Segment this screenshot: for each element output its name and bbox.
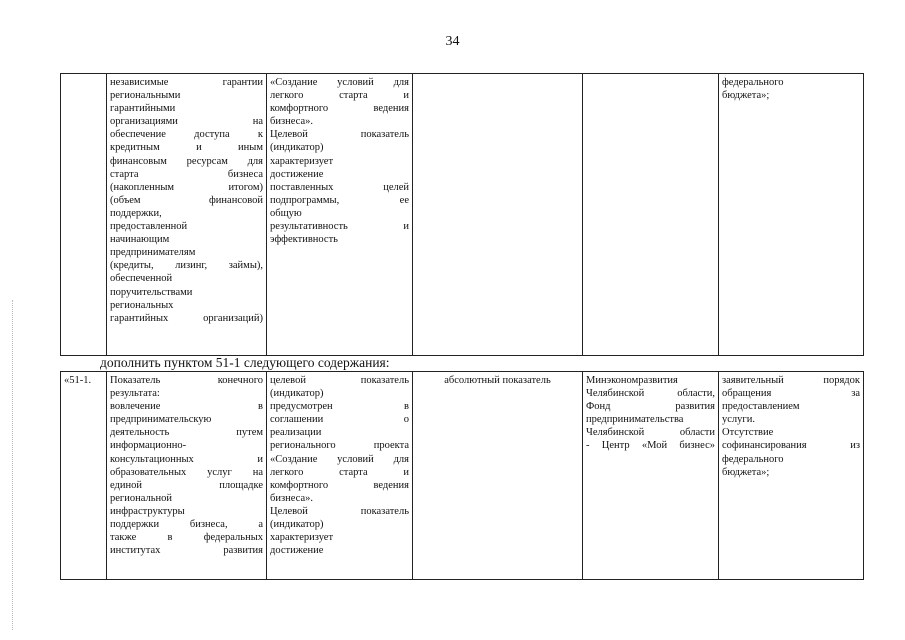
cell-text-line: деятельность путем (110, 427, 263, 439)
cell-text-line: (накопленным итогом) (110, 181, 263, 193)
margin-marks (12, 300, 15, 630)
cell-text-line: (индикатор) (270, 388, 324, 400)
cell-text-line: Показатель конечного (110, 375, 263, 386)
cell-text-line: обеспеченной (110, 273, 173, 285)
cell-text-line: предпринимателям (110, 247, 196, 259)
cell-indicator-name (107, 74, 267, 356)
cell-text-line: организациями на (110, 116, 263, 128)
cell-text-line: начинающим (110, 234, 170, 246)
cell-method (719, 74, 864, 356)
cell-method (719, 372, 864, 580)
cell-text-line: результата: (110, 388, 160, 400)
table-item-51-1 (60, 371, 864, 580)
cell-text-line: региональных (110, 299, 174, 311)
cell-text-line: поддержки бизнеса, а (110, 519, 263, 531)
cell-text-line: реализации (270, 427, 322, 439)
cell-text-line: институтах развития (110, 545, 263, 557)
cell-text-line: «Создание условий для (270, 453, 409, 465)
cell-text-line: характеризует (270, 532, 334, 544)
page-number: 34 (445, 34, 460, 49)
cell-text-line: (индикатор) (270, 142, 324, 154)
cell-text-line: Целевой показатель (270, 505, 409, 517)
cell-text-line: гарантийными (110, 103, 176, 115)
cell-text-line: заявительный порядок (722, 375, 860, 386)
cell-indicator-description (267, 74, 413, 356)
cell-text-line: обеспечение доступа к (110, 129, 263, 141)
cell-text-line: бизнеса». (270, 116, 313, 128)
cell-text-line: соглашении о (270, 414, 409, 426)
cell-text-line: бюджета»; (722, 466, 770, 478)
cell-text-line: предпринимательскую (110, 414, 212, 426)
cell-text-line: консультационных и (110, 453, 263, 465)
cell-indicator-name (107, 372, 267, 580)
cell-text-line: Фонд развития (586, 401, 715, 413)
cell-text-line: информационно- (110, 440, 187, 452)
cell-text-line: достижение (270, 168, 324, 180)
cell-text-line: характеризует (270, 155, 334, 167)
cell-text-line: обращения за (722, 388, 860, 400)
cell-text-line: вовлечение в (110, 401, 263, 413)
cell-text-line: бюджета»; (722, 90, 770, 102)
cell-text-line: комфортного ведения (270, 103, 409, 115)
cell-text-line: Челябинской области, (586, 388, 715, 400)
cell-text-line: комфортного ведения (270, 479, 409, 491)
cell-text-line: поставленных целей (270, 181, 409, 193)
cell-text-line: федерального (722, 77, 784, 88)
cell-text-line: достижение (270, 545, 324, 557)
cell-text-line: региональными (110, 90, 181, 102)
cell-text-line: целевой показатель (270, 375, 409, 386)
cell-text-line: подпрограммы, ее (270, 194, 409, 206)
cell-indicator-type (413, 74, 583, 356)
cell-text-line: предоставленной (110, 221, 188, 233)
cell-text-line: софинансирования из (722, 440, 860, 452)
cell-text-line: кредитным и иным (110, 142, 263, 154)
cell-text-line: легкого старта и (270, 90, 409, 102)
cell-text-line: предоставлением (722, 401, 800, 413)
cell-text-line: предпринимательства (586, 414, 684, 426)
cell-number: «51-1. (61, 372, 107, 580)
table-continued (60, 73, 864, 356)
cell-text-line: также в федеральных (110, 532, 263, 544)
cell-text-line: старта бизнеса (110, 168, 263, 180)
cell-text-line: - Центр «Мой бизнес» (586, 440, 715, 452)
cell-text-line: легкого старта и (270, 466, 409, 478)
cell-text-line: (объем финансовой (110, 194, 263, 206)
cell-text-line: общую (270, 207, 302, 219)
cell-text-line: эффективность (270, 234, 338, 246)
cell-text-line: инфраструктуры (110, 505, 185, 517)
cell-text-line: гарантийных организаций) (110, 312, 263, 324)
cell-number (61, 74, 107, 356)
cell-text-line: образовательных услуг на (110, 466, 263, 478)
cell-text-line: результативность и (270, 221, 409, 233)
cell-text-line: единой площадке (110, 479, 263, 491)
cell-text-line: финансовым ресурсам для (110, 155, 263, 167)
cell-indicator-description (267, 372, 413, 580)
cell-text-line: поручительствами (110, 286, 193, 298)
cell-text-line: независимые гарантии (110, 77, 263, 88)
insert-instruction: дополнить пунктом 51-1 следующего содержания: (100, 355, 390, 370)
cell-text-line: предусмотрен в (270, 401, 409, 413)
cell-text-line: (индикатор) (270, 519, 324, 531)
cell-text-line: (кредиты, лизинг, займы), (110, 260, 263, 272)
cell-text-line: услуги. (722, 414, 755, 426)
cell-responsible (583, 74, 719, 356)
cell-text-line: поддержки, (110, 207, 162, 219)
cell-text-line: региональной (110, 492, 172, 504)
cell-text-line: федерального (722, 453, 784, 465)
cell-text-line: регионального проекта (270, 440, 409, 452)
cell-text-line: Отсутствие (722, 427, 774, 439)
cell-indicator-type: абсолютный показатель (413, 372, 583, 580)
cell-text-line: Минэкономразвития (586, 375, 678, 386)
cell-text-line: «Создание условий для (270, 77, 409, 88)
cell-responsible (583, 372, 719, 580)
cell-text-line: Целевой показатель (270, 129, 409, 141)
cell-text-line: Челябинской области (586, 427, 715, 439)
cell-text-line: бизнеса». (270, 492, 313, 504)
